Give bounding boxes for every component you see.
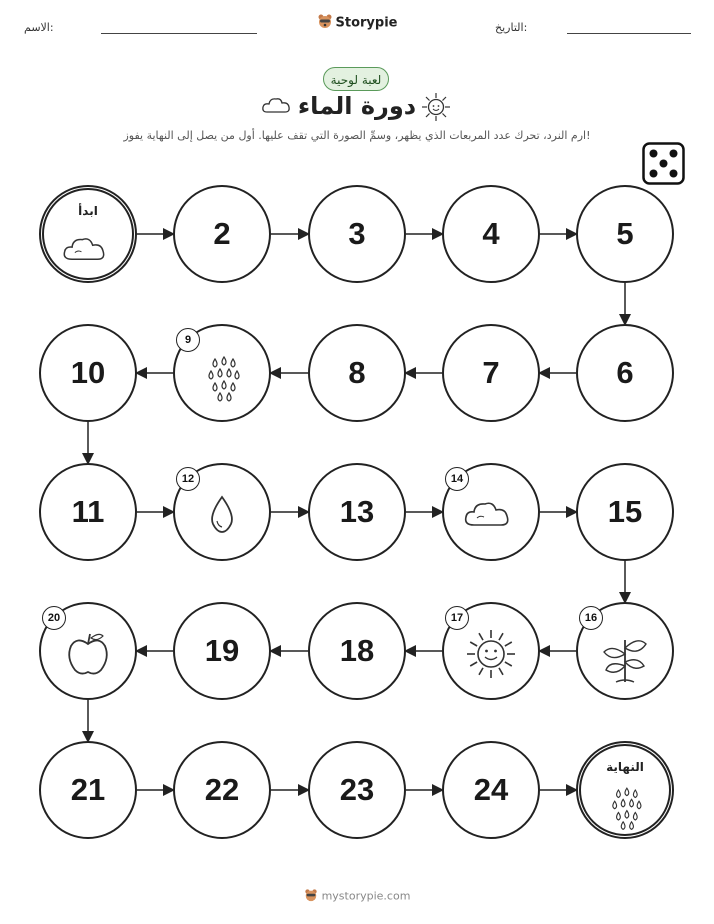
board-game-badge: لعبة لوحية xyxy=(323,67,389,91)
board-space-3 xyxy=(308,185,406,283)
instructions: ارم النرد، تحرك عدد المربعات الذي يظهر، وسمِّ الصورة التي تقف عليها. أول من يصل إلى النهاية يفوز! xyxy=(123,129,591,142)
space-number-tag: 12 xyxy=(176,467,200,491)
bear-logo-icon xyxy=(304,888,318,905)
brand-name: Storypie xyxy=(335,15,398,31)
start-space xyxy=(39,185,137,283)
board-space-21 xyxy=(39,741,137,839)
date-label: التاريخ: xyxy=(495,21,528,34)
board-space-18 xyxy=(308,602,406,700)
board-space-4 xyxy=(442,185,540,283)
footer-url[interactable]: mystorypie.com xyxy=(321,889,411,903)
brand-logo xyxy=(0,13,714,33)
sun-icon xyxy=(420,91,452,127)
space-number: 18 xyxy=(339,633,375,668)
space-number-tag: 17 xyxy=(445,606,469,630)
date-field[interactable] xyxy=(567,33,691,34)
dice-icon xyxy=(642,142,685,189)
space-number: 15 xyxy=(607,494,643,529)
space-number: 3 xyxy=(348,216,366,251)
board-space-15 xyxy=(576,463,674,561)
space-number-tag: 16 xyxy=(579,606,603,630)
board-space-11 xyxy=(39,463,137,561)
space-number: 13 xyxy=(339,494,375,529)
board-space-22 xyxy=(173,741,271,839)
page-title: دورة الماء xyxy=(297,92,417,120)
space-number: 2 xyxy=(213,216,231,251)
space-number: 19 xyxy=(204,633,240,668)
space-number-tag: 14 xyxy=(445,467,469,491)
name-field[interactable] xyxy=(101,33,257,34)
board-space-23 xyxy=(308,741,406,839)
board-space-13 xyxy=(308,463,406,561)
space-number: 7 xyxy=(482,355,500,390)
space-number: 23 xyxy=(339,772,375,807)
space-number-tag: 20 xyxy=(42,606,66,630)
name-label: الاسم: xyxy=(24,21,54,34)
space-number: 5 xyxy=(616,216,634,251)
board-space-8 xyxy=(308,324,406,422)
start-label: ابدأ xyxy=(78,204,98,218)
end-label: النهاية xyxy=(606,760,644,774)
end-space xyxy=(576,741,674,839)
board-space-24 xyxy=(442,741,540,839)
board-space-7 xyxy=(442,324,540,422)
board-space-6 xyxy=(576,324,674,422)
board-space-10 xyxy=(39,324,137,422)
space-number: 8 xyxy=(348,355,366,390)
board-space-5 xyxy=(576,185,674,283)
board-space-2 xyxy=(173,185,271,283)
space-number: 24 xyxy=(473,772,509,807)
space-number-tag: 9 xyxy=(176,328,200,352)
space-number: 6 xyxy=(616,355,634,390)
space-number: 21 xyxy=(70,772,106,807)
space-number: 11 xyxy=(71,494,105,529)
space-number: 10 xyxy=(70,355,106,390)
footer xyxy=(0,888,714,905)
space-number: 22 xyxy=(204,772,240,807)
bear-logo-icon xyxy=(317,13,333,33)
board-space-19 xyxy=(173,602,271,700)
space-number: 4 xyxy=(482,216,500,251)
